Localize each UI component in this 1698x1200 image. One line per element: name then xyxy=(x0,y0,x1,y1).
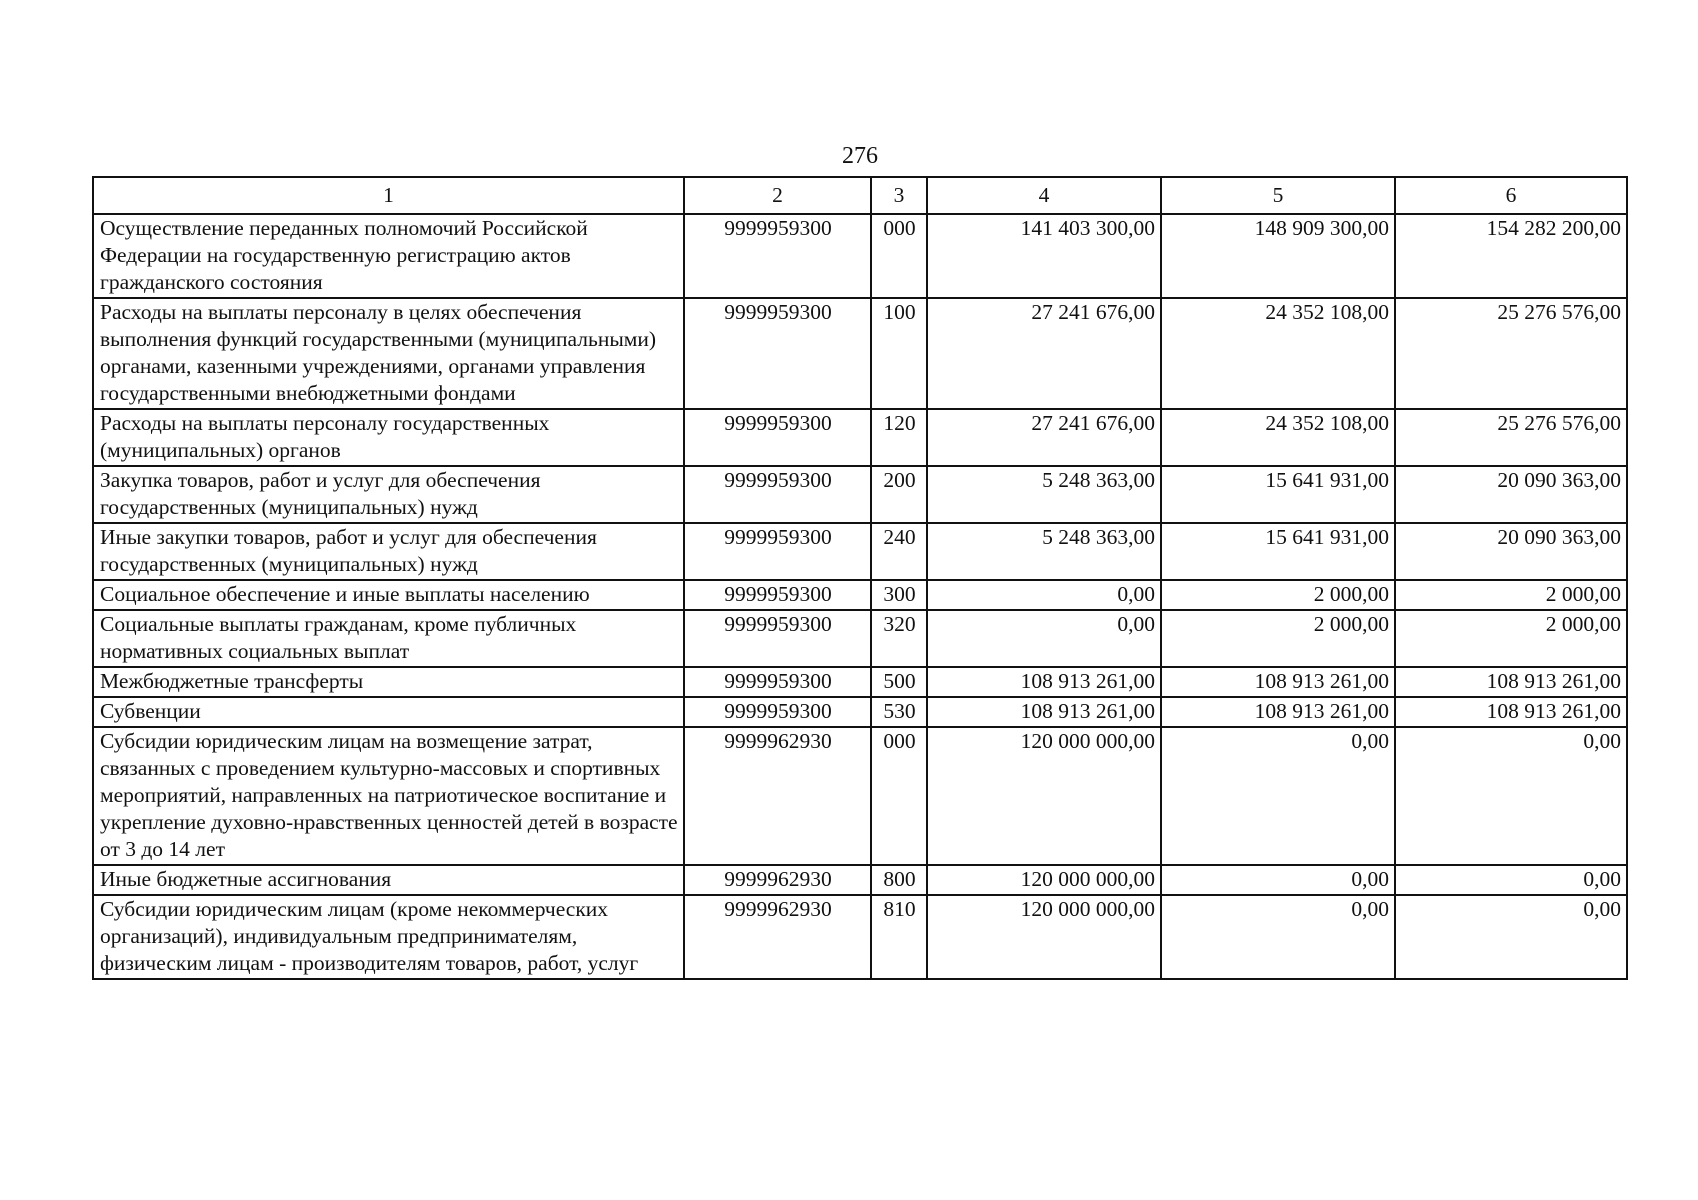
row-name: Субсидии юридическим лицам на возмещение затрат, связанных с проведением культурно-массовых и спортивных мероприятий, направленных на патриотическое воспитание и укрепление духовно-нравственных ценностей детей в возрасте от 3 до 14 лет xyxy=(93,727,684,865)
row-code: 9999962930 xyxy=(684,727,871,865)
row-kind: 810 xyxy=(871,895,927,979)
row-amount-5: 2 000,00 xyxy=(1161,610,1395,667)
row-name: Расходы на выплаты персоналу в целях обеспечения выполнения функций государственными (муниципальными) органами, казенными учреждениями, органами управления государственными внебюджетными фондами xyxy=(93,298,684,409)
row-code: 9999959300 xyxy=(684,466,871,523)
row-amount-4: 141 403 300,00 xyxy=(927,214,1161,298)
row-code: 9999959300 xyxy=(684,667,871,697)
table-row xyxy=(93,409,1627,466)
row-code: 9999959300 xyxy=(684,610,871,667)
table-row xyxy=(93,895,1627,979)
table-row xyxy=(93,466,1627,523)
row-name: Иные бюджетные ассигнования xyxy=(93,865,684,895)
row-name: Осуществление переданных полномочий Российской Федерации на государственную регистрацию актов гражданского состояния xyxy=(93,214,684,298)
table-row xyxy=(93,610,1627,667)
table-row xyxy=(93,523,1627,580)
row-amount-4: 5 248 363,00 xyxy=(927,523,1161,580)
row-amount-4: 120 000 000,00 xyxy=(927,727,1161,865)
row-amount-4: 120 000 000,00 xyxy=(927,865,1161,895)
row-kind: 800 xyxy=(871,865,927,895)
row-code: 9999962930 xyxy=(684,865,871,895)
row-kind: 240 xyxy=(871,523,927,580)
row-amount-4: 0,00 xyxy=(927,580,1161,610)
row-amount-5: 108 913 261,00 xyxy=(1161,697,1395,727)
row-amount-5: 108 913 261,00 xyxy=(1161,667,1395,697)
page-number: 276 xyxy=(842,143,878,169)
column-header: 2 xyxy=(684,177,871,214)
budget-table xyxy=(92,176,1628,980)
row-name: Социальное обеспечение и иные выплаты населению xyxy=(93,580,684,610)
row-kind: 320 xyxy=(871,610,927,667)
table-row xyxy=(93,580,1627,610)
row-name: Субвенции xyxy=(93,697,684,727)
row-name: Социальные выплаты гражданам, кроме публичных нормативных социальных выплат xyxy=(93,610,684,667)
row-amount-6: 0,00 xyxy=(1395,895,1627,979)
row-amount-4: 108 913 261,00 xyxy=(927,697,1161,727)
row-name: Иные закупки товаров, работ и услуг для обеспечения государственных (муниципальных) нужд xyxy=(93,523,684,580)
row-kind: 100 xyxy=(871,298,927,409)
row-name: Субсидии юридическим лицам (кроме некоммерческих организаций), индивидуальным предпринимателям, физическим лицам - производителям товаров, работ, услуг xyxy=(93,895,684,979)
row-code: 9999959300 xyxy=(684,697,871,727)
table-row xyxy=(93,697,1627,727)
row-code: 9999962930 xyxy=(684,895,871,979)
row-amount-6: 25 276 576,00 xyxy=(1395,298,1627,409)
row-amount-4: 120 000 000,00 xyxy=(927,895,1161,979)
row-code: 9999959300 xyxy=(684,298,871,409)
row-amount-5: 24 352 108,00 xyxy=(1161,298,1395,409)
row-kind: 530 xyxy=(871,697,927,727)
row-kind: 120 xyxy=(871,409,927,466)
column-header: 1 xyxy=(93,177,684,214)
table-row xyxy=(93,667,1627,697)
row-code: 9999959300 xyxy=(684,409,871,466)
table-row xyxy=(93,214,1627,298)
row-code: 9999959300 xyxy=(684,523,871,580)
row-code: 9999959300 xyxy=(684,580,871,610)
row-amount-5: 0,00 xyxy=(1161,865,1395,895)
row-amount-6: 2 000,00 xyxy=(1395,610,1627,667)
row-name: Межбюджетные трансферты xyxy=(93,667,684,697)
table-row xyxy=(93,865,1627,895)
table-row xyxy=(93,727,1627,865)
row-amount-5: 2 000,00 xyxy=(1161,580,1395,610)
row-amount-5: 0,00 xyxy=(1161,727,1395,865)
column-header: 3 xyxy=(871,177,927,214)
row-amount-4: 5 248 363,00 xyxy=(927,466,1161,523)
row-code: 9999959300 xyxy=(684,214,871,298)
header-row xyxy=(93,177,1627,214)
row-name: Закупка товаров, работ и услуг для обеспечения государственных (муниципальных) нужд xyxy=(93,466,684,523)
column-header: 5 xyxy=(1161,177,1395,214)
row-name: Расходы на выплаты персоналу государственных (муниципальных) органов xyxy=(93,409,684,466)
row-kind: 200 xyxy=(871,466,927,523)
row-kind: 000 xyxy=(871,214,927,298)
row-amount-4: 0,00 xyxy=(927,610,1161,667)
row-amount-6: 2 000,00 xyxy=(1395,580,1627,610)
row-kind: 000 xyxy=(871,727,927,865)
row-amount-6: 154 282 200,00 xyxy=(1395,214,1627,298)
row-amount-5: 148 909 300,00 xyxy=(1161,214,1395,298)
column-header: 6 xyxy=(1395,177,1627,214)
row-amount-6: 0,00 xyxy=(1395,865,1627,895)
row-amount-6: 20 090 363,00 xyxy=(1395,523,1627,580)
table-row xyxy=(93,298,1627,409)
row-amount-4: 108 913 261,00 xyxy=(927,667,1161,697)
row-kind: 500 xyxy=(871,667,927,697)
row-amount-6: 25 276 576,00 xyxy=(1395,409,1627,466)
row-amount-5: 24 352 108,00 xyxy=(1161,409,1395,466)
row-amount-5: 15 641 931,00 xyxy=(1161,523,1395,580)
row-kind: 300 xyxy=(871,580,927,610)
row-amount-5: 15 641 931,00 xyxy=(1161,466,1395,523)
row-amount-4: 27 241 676,00 xyxy=(927,298,1161,409)
row-amount-5: 0,00 xyxy=(1161,895,1395,979)
row-amount-6: 108 913 261,00 xyxy=(1395,667,1627,697)
row-amount-4: 27 241 676,00 xyxy=(927,409,1161,466)
column-header: 4 xyxy=(927,177,1161,214)
row-amount-6: 20 090 363,00 xyxy=(1395,466,1627,523)
row-amount-6: 108 913 261,00 xyxy=(1395,697,1627,727)
row-amount-6: 0,00 xyxy=(1395,727,1627,865)
